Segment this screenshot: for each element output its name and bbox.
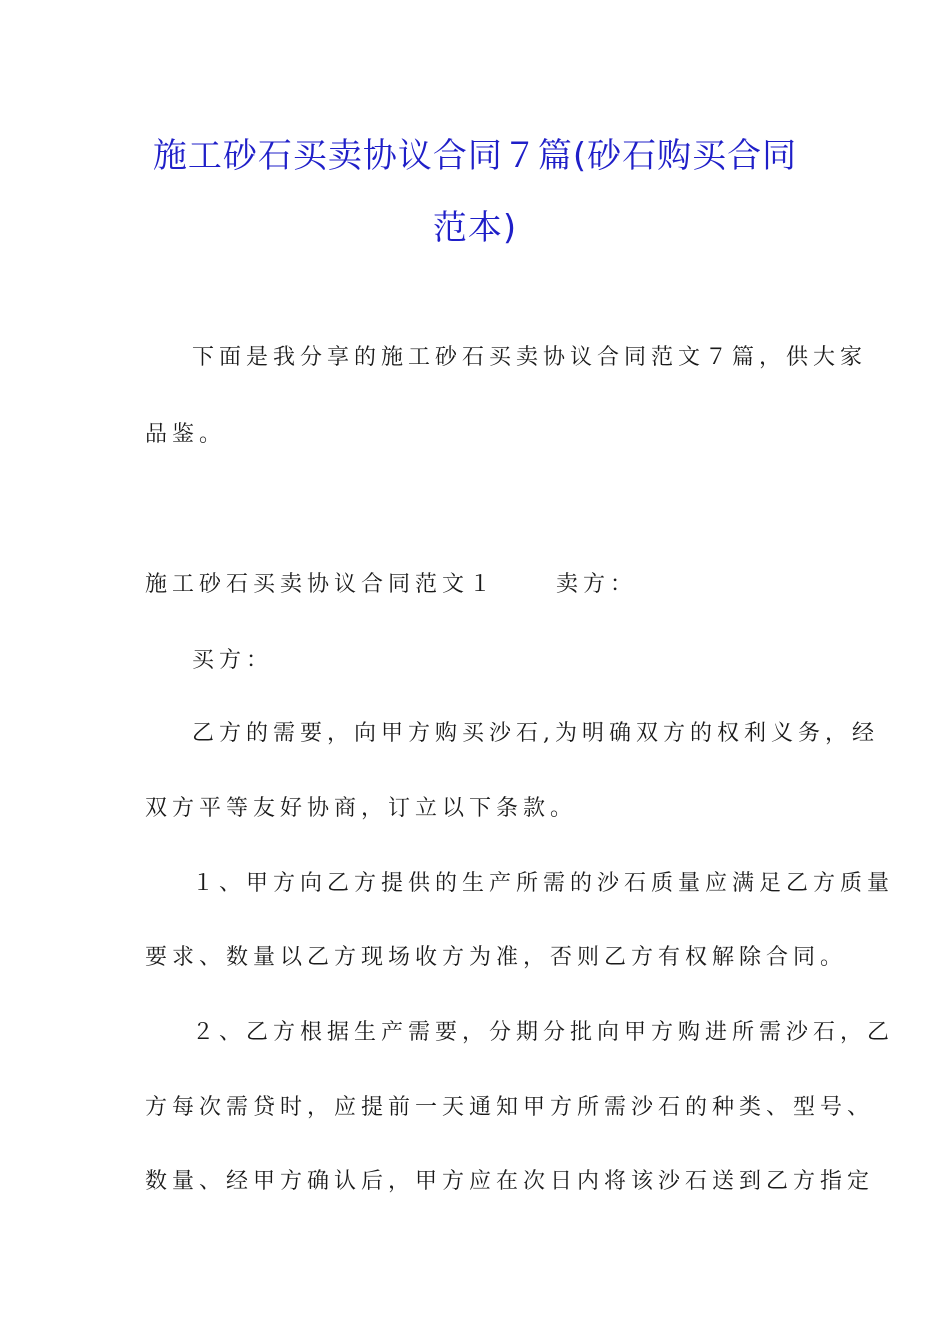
paragraph-3-line-2: 方每次需贷时，应提前一天通知甲方所需沙石的种类、型号、 xyxy=(145,1095,875,1120)
seller-label: 卖方： xyxy=(556,572,638,597)
paragraph-1-line-2: 双方平等友好协商，订立以下条款。 xyxy=(145,796,578,821)
section-heading-row xyxy=(145,570,637,600)
intro-line-2: 品鉴。 xyxy=(145,422,227,447)
paragraph-3-line-3: 数量、经甲方确认后，甲方应在次日内将该沙石送到乙方指定 xyxy=(145,1169,875,1194)
buyer-label: 买方： xyxy=(192,648,274,673)
paragraph-2-line-1: １、甲方向乙方提供的生产所需的沙石质量应满足乙方质量 xyxy=(192,871,895,896)
paragraph-3-line-1: ２、乙方根据生产需要，分期分批向甲方购进所需沙石，乙 xyxy=(192,1020,895,1045)
document-title-line-1: 施工砂石买卖协议合同７篇(砂石购买合同 xyxy=(152,136,798,176)
paragraph-2-line-2: 要求、数量以乙方现场收方为准，否则乙方有权解除合同。 xyxy=(145,945,848,970)
paragraph-1-line-1: 乙方的需要，向甲方购买沙石,为明确双方的权利义务，经 xyxy=(192,721,879,746)
document-title-line-2: 范本) xyxy=(432,208,518,248)
intro-line-1: 下面是我分享的施工砂石买卖协议合同范文７篇，供大家 xyxy=(192,345,868,370)
section-heading: 施工砂石买卖协议合同范文１ xyxy=(145,572,497,597)
